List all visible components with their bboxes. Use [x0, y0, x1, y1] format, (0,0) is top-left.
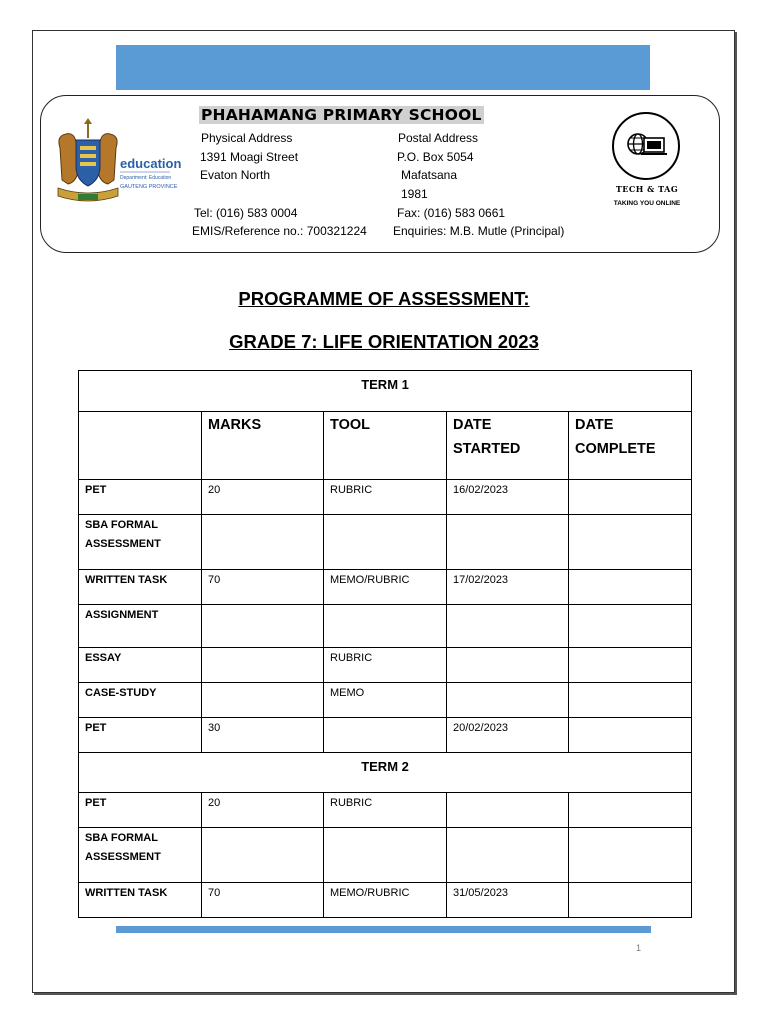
marks-cell: [202, 683, 324, 718]
globe-laptop-icon: [614, 114, 678, 178]
emis-reference: EMIS/Reference no.: 700321224: [192, 224, 367, 238]
table-row: [79, 648, 692, 683]
school-name: PHAHAMANG PRIMARY SCHOOL: [201, 106, 482, 124]
tool-cell: [324, 828, 447, 883]
tool-cell: [324, 718, 447, 753]
task-cell: PET: [79, 480, 202, 515]
document-title: PROGRAMME OF ASSESSMENT:: [238, 288, 530, 309]
marks-cell: 70: [202, 570, 324, 605]
header-marks: MARKS: [202, 412, 324, 480]
svg-text:Department: Education: Department: Education: [120, 175, 172, 181]
tech-tag-name: TECH & TAG: [615, 184, 679, 194]
date-started-cell: 16/02/2023: [447, 480, 569, 515]
date-started-cell: 20/02/2023: [447, 718, 569, 753]
page-number: 1: [636, 943, 642, 953]
task-cell: PET: [79, 718, 202, 753]
date-started-cell: [447, 828, 569, 883]
task-cell: CASE-STUDY: [79, 683, 202, 718]
tool-cell: MEMO/RUBRIC: [324, 883, 447, 918]
postal-address-label: Postal Address: [398, 131, 479, 145]
marks-cell: [202, 648, 324, 683]
tool-cell: RUBRIC: [324, 648, 447, 683]
table-row: [79, 515, 692, 570]
date-complete-cell: [569, 883, 692, 918]
date-complete-cell: [569, 570, 692, 605]
postal-address-line2: Mafatsana: [401, 168, 458, 182]
tool-cell: MEMO: [324, 683, 447, 718]
table-row: [79, 605, 692, 648]
tool-cell: RUBRIC: [324, 480, 447, 515]
date-complete-cell: [569, 683, 692, 718]
date-started-cell: [447, 648, 569, 683]
header-tool: TOOL: [324, 412, 447, 480]
tool-cell: RUBRIC: [324, 793, 447, 828]
postal-address-line1: P.O. Box 5054: [397, 150, 474, 164]
date-complete-cell: [569, 793, 692, 828]
svg-text:GAUTENG PROVINCE: GAUTENG PROVINCE: [120, 184, 178, 190]
table-row: [79, 793, 692, 828]
marks-cell: 20: [202, 480, 324, 515]
enquiries: Enquiries: M.B. Mutle (Principal): [393, 224, 565, 238]
gauteng-coat-of-arms-icon: [50, 118, 185, 210]
table-row: [79, 683, 692, 718]
header-date-complete: DATE COMPLETE: [569, 412, 692, 480]
header-task-cell: [79, 412, 202, 480]
column-header-row: [79, 412, 692, 480]
task-cell: SBA FORMAL ASSESSMENT: [79, 515, 202, 570]
date-started-cell: [447, 793, 569, 828]
telephone: Tel: (016) 583 0004: [194, 206, 298, 220]
date-complete-cell: [569, 648, 692, 683]
date-complete-cell: [569, 828, 692, 883]
table-row: [79, 883, 692, 918]
date-started-cell: 31/05/2023: [447, 883, 569, 918]
task-cell: WRITTEN TASK: [79, 570, 202, 605]
term-row: [79, 753, 692, 793]
bottom-accent-bar: [116, 926, 651, 933]
date-started-cell: [447, 683, 569, 718]
tool-cell: [324, 605, 447, 648]
tool-cell: [324, 515, 447, 570]
date-complete-cell: [569, 480, 692, 515]
tool-cell: MEMO/RUBRIC: [324, 570, 447, 605]
marks-cell: 70: [202, 883, 324, 918]
marks-cell: 20: [202, 793, 324, 828]
assessment-table: [78, 370, 692, 918]
task-cell: ESSAY: [79, 648, 202, 683]
tech-tag-logo: [612, 112, 680, 180]
physical-address-line1: 1391 Moagi Street: [200, 150, 299, 164]
task-cell: WRITTEN TASK: [79, 883, 202, 918]
task-cell: PET: [79, 793, 202, 828]
date-started-cell: 17/02/2023: [447, 570, 569, 605]
physical-address-line2: Evaton North: [200, 168, 271, 182]
tech-tag-tagline: TAKING YOU ONLINE: [613, 200, 681, 207]
task-cell: SBA FORMAL ASSESSMENT: [79, 828, 202, 883]
term-1-heading: TERM 1: [79, 371, 692, 412]
fax: Fax: (016) 583 0661: [397, 206, 506, 220]
date-complete-cell: [569, 718, 692, 753]
date-started-cell: [447, 515, 569, 570]
marks-cell: 30: [202, 718, 324, 753]
term-2-heading: TERM 2: [79, 753, 692, 793]
date-complete-cell: [569, 605, 692, 648]
svg-text:education: education: [120, 156, 182, 171]
date-complete-cell: [569, 515, 692, 570]
table-row: [79, 828, 692, 883]
task-cell: ASSIGNMENT: [79, 605, 202, 648]
date-started-cell: [447, 605, 569, 648]
table-row: [79, 570, 692, 605]
postal-address-code: 1981: [401, 187, 428, 201]
document-subtitle: GRADE 7: LIFE ORIENTATION 2023: [229, 331, 539, 352]
header-date-started: DATE STARTED: [447, 412, 569, 480]
physical-address-label: Physical Address: [201, 131, 293, 145]
table-row: [79, 718, 692, 753]
table-row: [79, 480, 692, 515]
marks-cell: [202, 515, 324, 570]
marks-cell: [202, 605, 324, 648]
top-accent-bar: [116, 45, 650, 90]
term-row: [79, 371, 692, 412]
marks-cell: [202, 828, 324, 883]
